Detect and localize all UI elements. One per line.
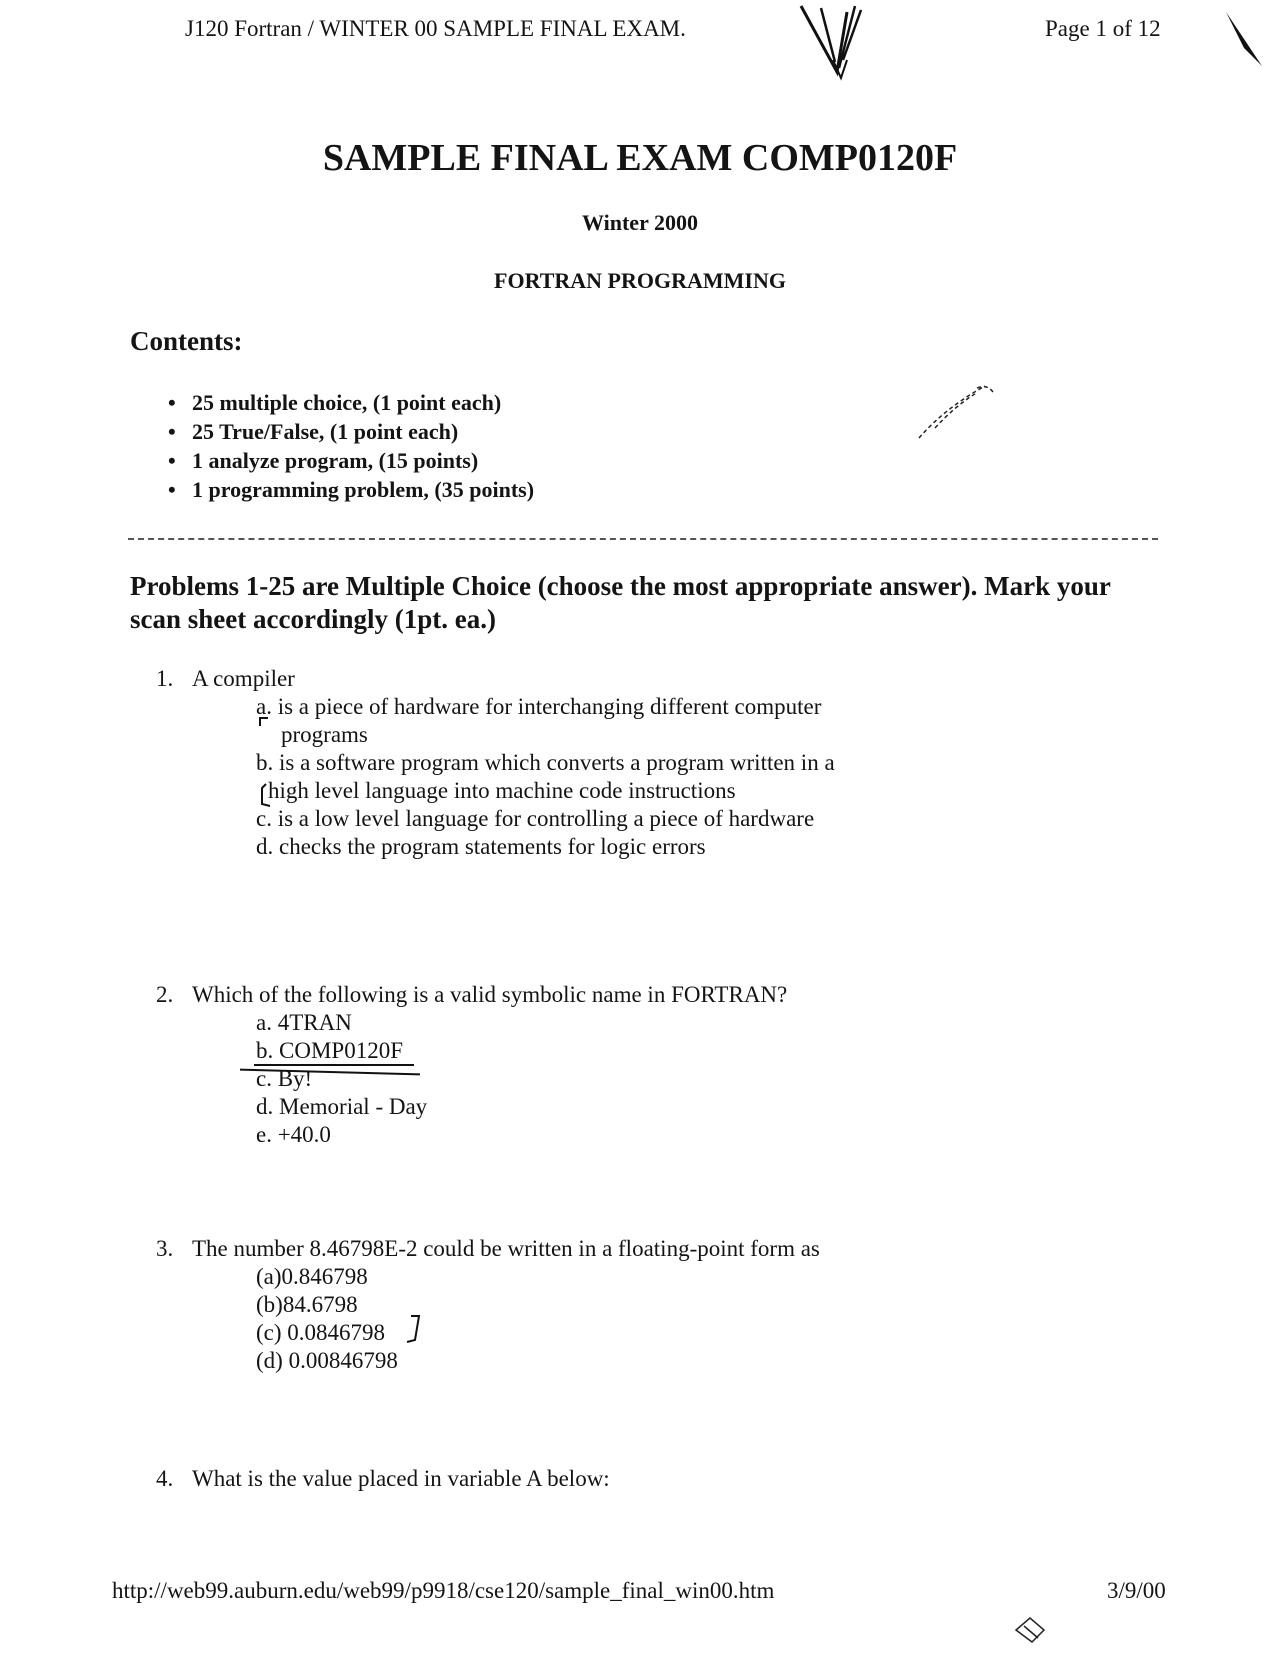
answer-option: b. COMP0120F xyxy=(256,1038,403,1063)
answer-option: e. +40.0 xyxy=(256,1122,331,1147)
contents-item: • 25 multiple choice, (1 point each) xyxy=(168,388,534,417)
page-title: SAMPLE FINAL EXAM COMP0120F xyxy=(322,137,958,179)
handwritten-check-mark xyxy=(795,2,885,82)
section-divider xyxy=(128,538,1158,540)
answer-option: d. checks the program statements for logic errors xyxy=(256,834,706,859)
question-text: A compiler xyxy=(192,666,295,691)
question-number: 4. xyxy=(156,1466,174,1491)
contents-item: • 1 programming problem, (35 points) xyxy=(168,475,534,504)
answer-option: (d) 0.00846798 xyxy=(256,1348,398,1373)
answer-option: programs xyxy=(281,722,368,747)
answer-option: c. is a low level language for controlling a piece of hardware xyxy=(256,806,815,831)
answer-bracket-mark xyxy=(254,714,274,810)
section-heading: Problems 1-25 are Multiple Choice (choose the most appropriate answer). Mark your scan sheet accordingly (1pt. ea.) xyxy=(130,571,1111,634)
page-number: Page 1 of 12 xyxy=(1045,16,1161,41)
footer-url: http://web99.auburn.edu/web99/p9918/cse120/sample_final_win00.htm xyxy=(112,1578,775,1603)
pen-scribble xyxy=(915,378,1005,448)
answer-option: high level language into machine code instructions xyxy=(268,778,736,803)
answer-option: c. By! xyxy=(256,1066,313,1091)
answer-option: b. is a software program which converts a program written in a xyxy=(256,750,835,775)
answer-option: (b)84.6798 xyxy=(256,1292,358,1317)
question-number: 3. xyxy=(156,1236,174,1261)
footer-date: 3/9/00 xyxy=(1107,1578,1166,1603)
question-number: 1. xyxy=(156,666,174,691)
contents-item: • 25 True/False, (1 point each) xyxy=(168,417,534,446)
answer-option: a. is a piece of hardware for interchanging different computer xyxy=(256,694,822,719)
exam-term: Winter 2000 xyxy=(582,210,698,235)
question-number: 2. xyxy=(156,982,174,1007)
running-header-title: J120 Fortran / WINTER 00 SAMPLE FINAL EXAM. xyxy=(185,16,686,41)
answer-option: (c) 0.0846798 xyxy=(256,1320,386,1345)
answer-option: (a)0.846798 xyxy=(256,1264,368,1289)
handwritten-bracket-mark xyxy=(405,1312,425,1348)
contents-heading: Contents: xyxy=(130,326,243,356)
contents-item: • 1 analyze program, (15 points) xyxy=(168,446,534,475)
question-text: What is the value placed in variable A below: xyxy=(192,1466,610,1491)
exam-subject: FORTRAN PROGRAMMING xyxy=(494,268,786,293)
question-text: The number 8.46798E-2 could be written in a floating-point form as xyxy=(192,1236,820,1261)
question-text: Which of the following is a valid symbolic name in FORTRAN? xyxy=(192,982,788,1007)
contents-list xyxy=(168,388,534,504)
answer-option: a. 4TRAN xyxy=(256,1010,352,1035)
answer-option: d. Memorial - Day xyxy=(256,1094,428,1119)
handwritten-underline xyxy=(254,1064,414,1066)
pen-doodle xyxy=(1010,1612,1054,1648)
corner-arrow-mark xyxy=(1222,8,1266,72)
